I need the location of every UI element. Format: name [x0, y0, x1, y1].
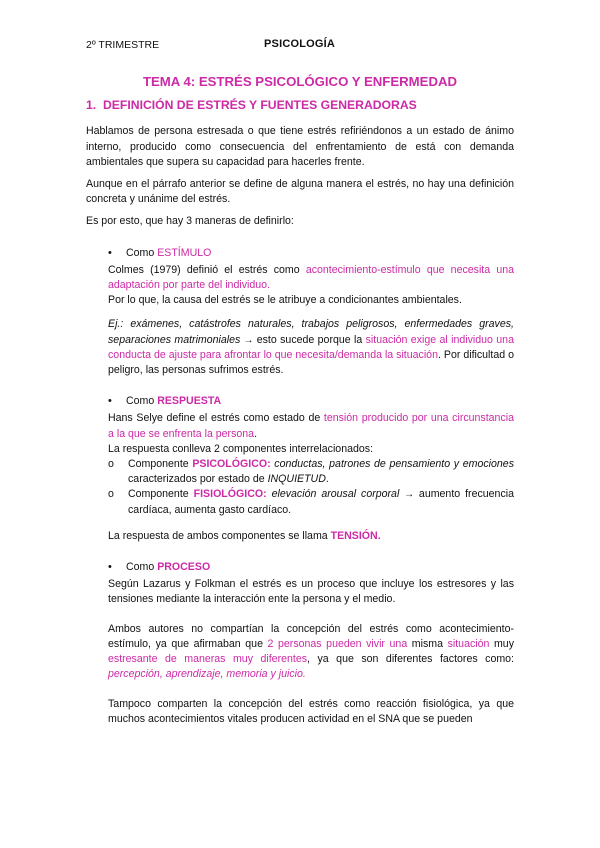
- header-subject: PSICOLOGÍA: [264, 38, 336, 50]
- bullet-respuesta: • Como RESPUESTA: [86, 394, 514, 409]
- estimulo-definition: Colmes (1979) definió el estrés como acontecimiento-estímulo que necesita una adaptación por parte del individuo.: [108, 263, 514, 292]
- estimulo-example: Ej.: exámenes, catástrofes naturales, trabajos peligrosos, enfermedades graves, separaciones matrimoniales → esto sucede porque la situación exige al individuo una conducta de ajuste para afrontar lo que necesita/demanda la situación. Por dificultad o peligro, las personas sufrimos estrés.: [108, 318, 514, 377]
- bullet-keyword: RESPUESTA: [157, 395, 222, 408]
- bullet-dot: •: [108, 561, 112, 574]
- proceso-body: [108, 577, 514, 727]
- estimulo-body: [108, 263, 514, 378]
- bullet-dot: •: [108, 246, 112, 259]
- respuesta-components: La respuesta conlleva 2 componentes interrelacionados:: [108, 442, 374, 455]
- estimulo-cause: Por lo que, la causa del estrés se le atribuye a condicionantes ambientales.: [108, 294, 462, 307]
- respuesta-definition: Hans Selye define el estrés como estado de tensión producido por una circunstancia a la que se enfrenta la persona.: [108, 412, 514, 440]
- arrow-icon: →: [240, 334, 257, 346]
- bullet-dot: •: [108, 395, 112, 408]
- arrow-icon: →: [399, 489, 419, 501]
- circle-bullet-icon: o: [108, 488, 114, 501]
- circle-bullet-icon: o: [108, 458, 114, 471]
- page-header: [86, 39, 514, 53]
- component-psicologico: o Componente PSICOLÓGICO: conductas, patrones de pensamiento y emociones caracterizados por estado de INQUIETUD.: [108, 458, 514, 486]
- tension-note: La respuesta de ambos componentes se llama TENSIÓN.: [108, 529, 381, 542]
- respuesta-body: [108, 411, 514, 457]
- document-body: [86, 74, 514, 727]
- bullet-keyword: PROCESO: [157, 561, 211, 574]
- section-title: DEFINICIÓN DE ESTRÉS Y FUENTES GENERADORAS: [103, 98, 417, 113]
- bullet-proceso: • Como PROCESO: [86, 560, 514, 575]
- bullet-keyword: ESTÍMULO: [157, 246, 212, 259]
- bullet-estimulo: • Como ESTÍMULO: [86, 246, 514, 261]
- proceso-paragraph-3: Tampoco comparten la concepción del estrés como reacción fisiológica, ya que muchos acontecimientos vitales producen actividad en el SNA que se pueden: [108, 697, 514, 725]
- paragraph-intro: Hablamos de persona estresada o que tiene estrés refiriéndonos a un estado de ánimo interno, producido como consecuencia del enfrentamiento de está con demanda ambientales que supera su capacidad para hacerles frente.: [86, 125, 514, 168]
- section-heading: [86, 98, 514, 113]
- document-title: TEMA 4: ESTRÉS PSICOLÓGICO Y ENFERMEDAD: [142, 74, 458, 89]
- component-fisiologico: o Componente FISIOLÓGICO: elevación arousal corporal → aumento frecuencia cardíaca, aumenta gasto cardíaco.: [108, 488, 514, 516]
- proceso-paragraph-2: Ambos autores no compartían la concepción del estrés como acontecimiento-estímulo, ya que afirmaban que 2 personas pueden vivir una misma situación muy estresante de maneras muy diferentes, ya que son diferentes factores como: percepción, aprendizaje, memoria y juicio.: [108, 622, 514, 681]
- header-term: 2º TRIMESTRE: [86, 39, 160, 51]
- section-number: 1.: [86, 98, 97, 113]
- paragraph-definition: Aunque en el párrafo anterior se define de alguna manera el estrés, no hay una definición concreta y unánime del estrés.: [86, 178, 514, 206]
- proceso-definition: Según Lazarus y Folkman el estrés es un proceso que incluye los estresores y las tensiones mediante la interacción ente la persona y el medio.: [108, 578, 514, 606]
- paragraph-ways: Es por esto, que hay 3 maneras de definirlo:: [86, 215, 294, 228]
